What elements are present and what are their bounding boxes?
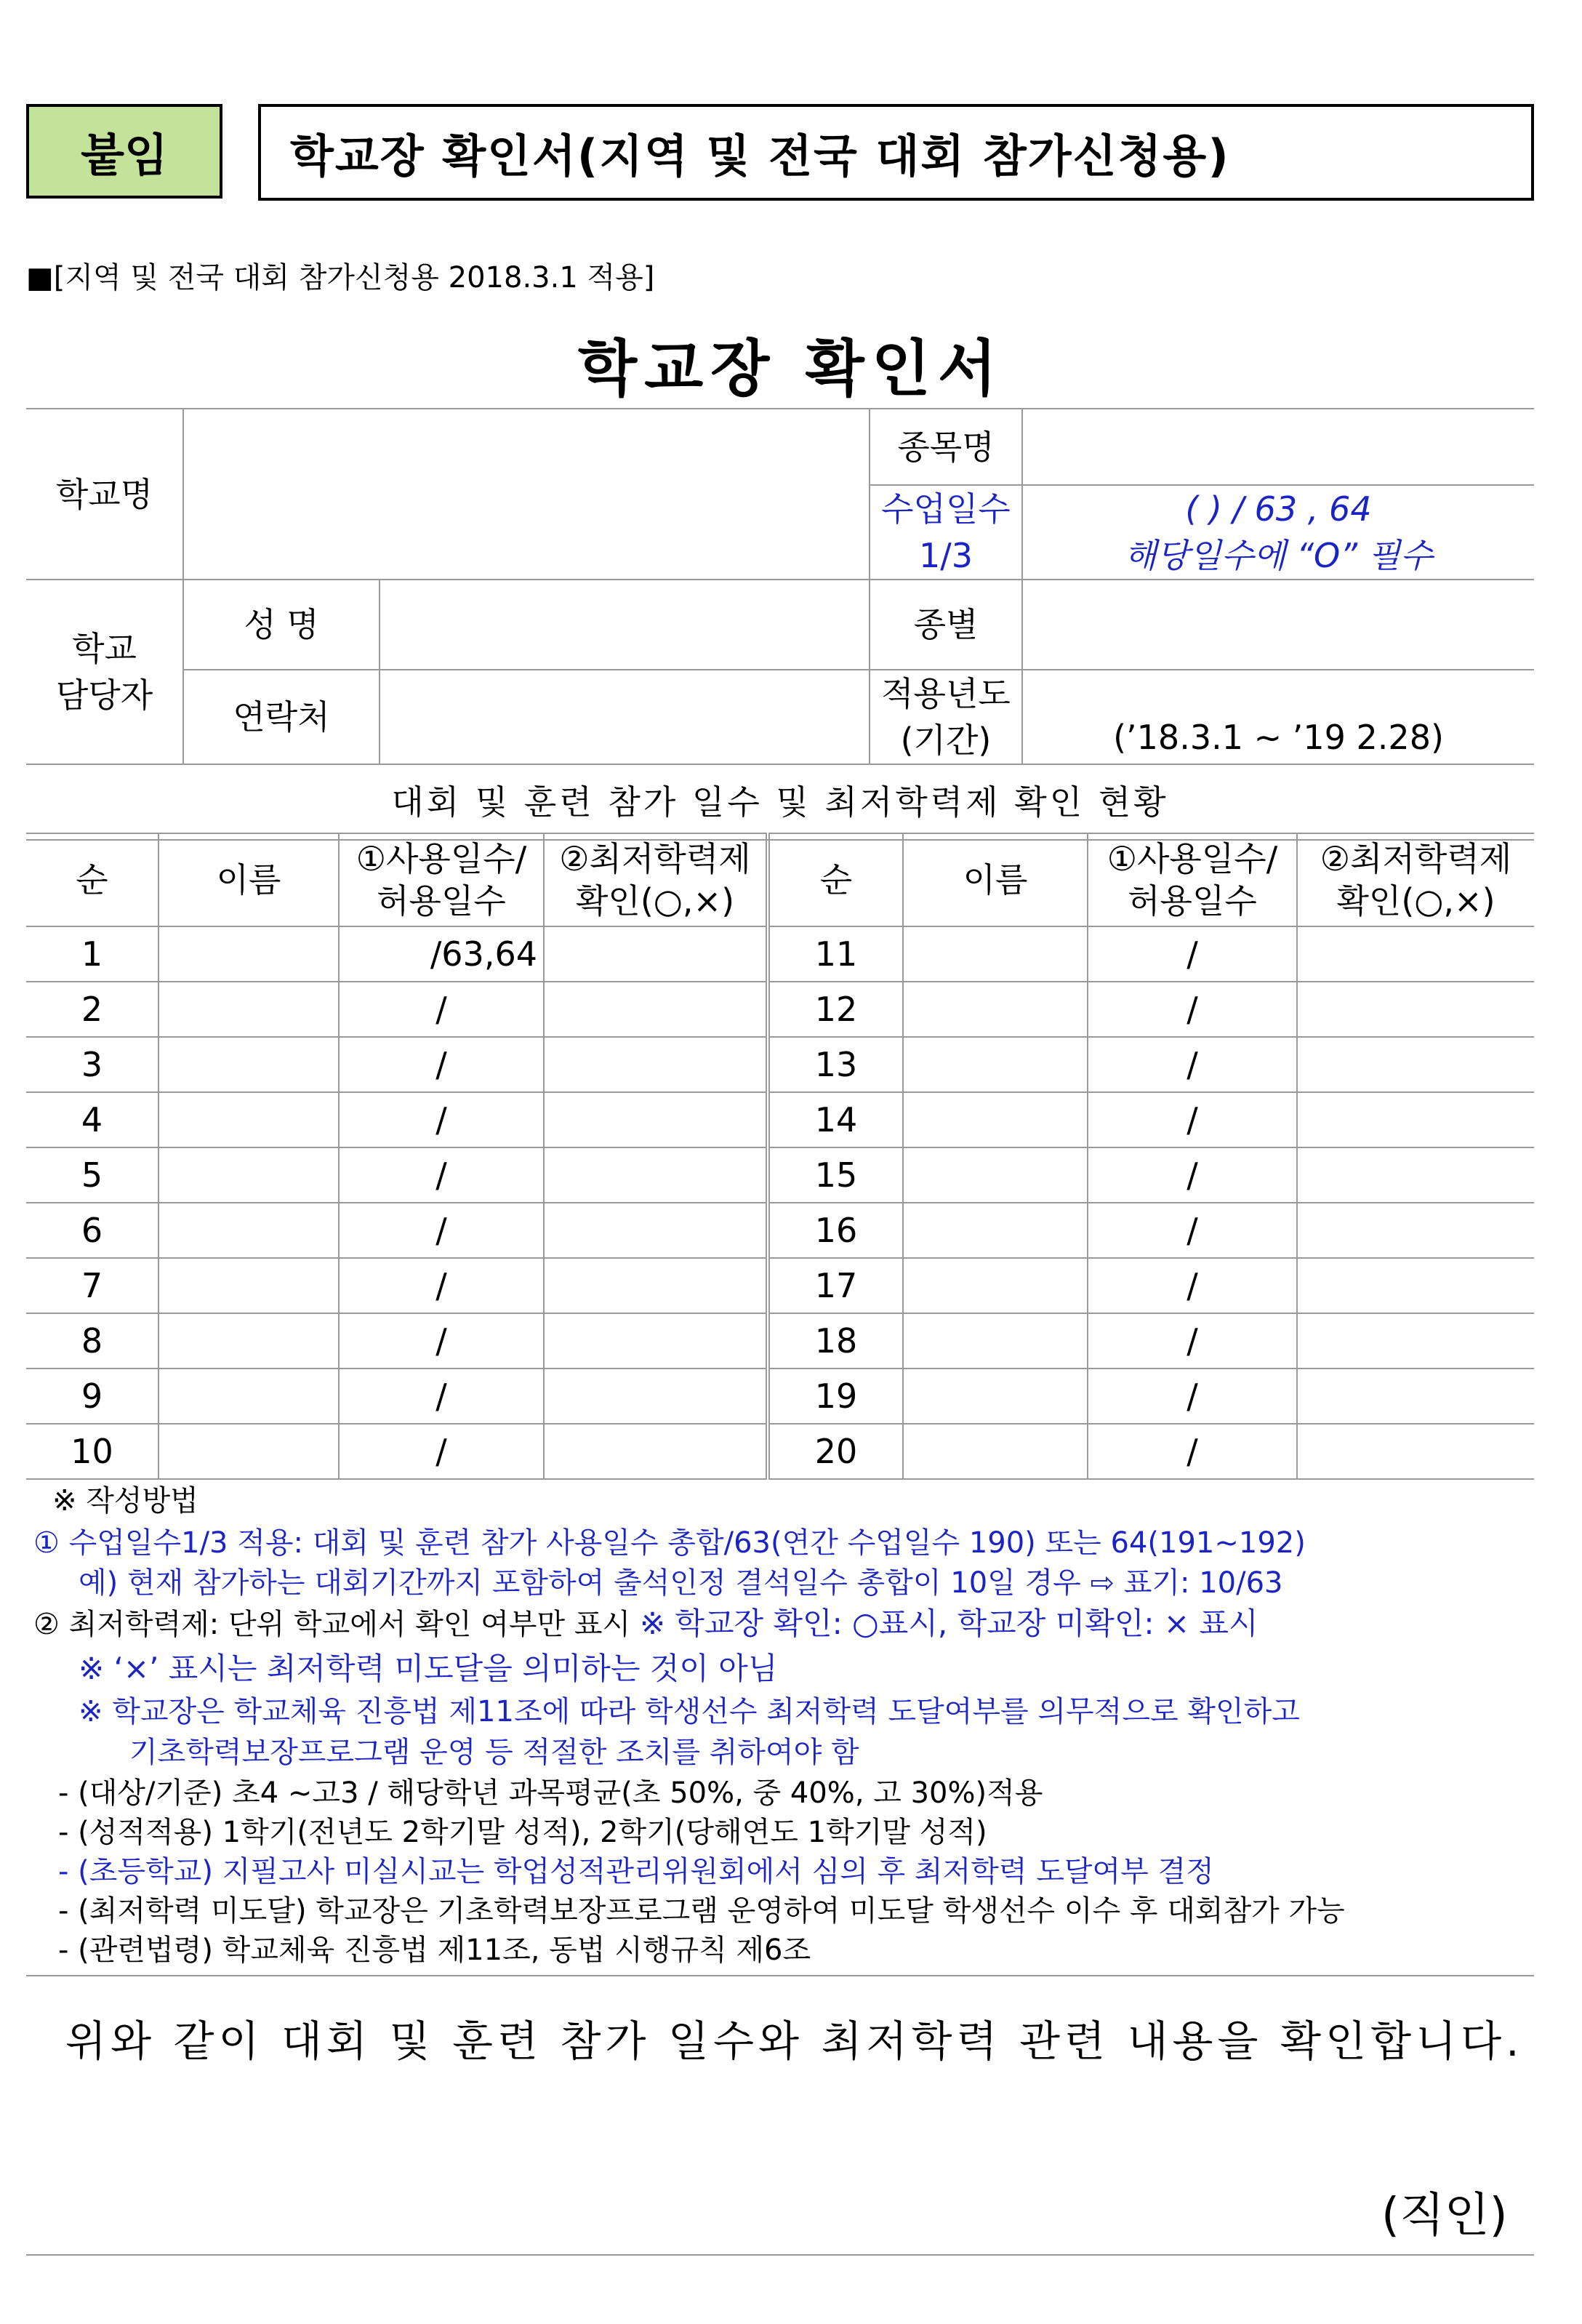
document-header-title: 학교장 확인서(지역 및 전국 대회 참가신청용)	[258, 104, 1534, 201]
row-min-level-cell[interactable]	[1297, 1424, 1534, 1479]
table-row	[26, 982, 1534, 1037]
row-use-days-cell[interactable]: /	[339, 1424, 544, 1479]
year-value: (’18.3.1 ~ ’19 2.28)	[1113, 718, 1444, 757]
row-use-days-cell[interactable]: /	[1088, 1037, 1297, 1092]
row-no-cell: 15	[768, 1147, 903, 1203]
row-no-cell: 5	[26, 1147, 158, 1203]
row-use-days-cell[interactable]: /	[339, 982, 544, 1037]
table-row	[26, 1424, 1534, 1479]
gender-field[interactable]	[1022, 580, 1534, 670]
note-2: ② 최저학력제: 단위 학교에서 확인 여부만 표시 ※ 학교장 확인: ○표시, 학교장 미확인: × 표시	[33, 1606, 1258, 1641]
event-label: 종목명	[870, 409, 1022, 485]
row-name-cell[interactable]	[903, 1313, 1088, 1369]
attachment-badge: 붙임	[26, 104, 222, 199]
row-name-cell[interactable]	[903, 1424, 1088, 1479]
row-no-cell: 2	[26, 982, 158, 1037]
note-4a: ※ 학교장은 학교체육 진흥법 제11조에 따라 학생선수 최저학력 도달여부를 의무적으로 확인하고	[79, 1695, 1300, 1728]
row-no-cell: 12	[768, 982, 903, 1037]
row-name-cell[interactable]	[158, 1147, 339, 1203]
col-min: ②최저학력제 확인(○,×)	[1297, 833, 1534, 926]
table-row	[26, 1147, 1534, 1203]
contact-label: 연락처	[183, 670, 380, 764]
row-name-cell[interactable]	[903, 1037, 1088, 1092]
event-field[interactable]	[1022, 409, 1534, 485]
divider	[26, 1975, 1534, 1976]
row-no-cell: 19	[768, 1369, 903, 1424]
col-no: 순	[768, 833, 903, 926]
year-field[interactable]	[1022, 670, 1534, 764]
row-no-cell: 13	[768, 1037, 903, 1092]
year-label: 적용년도 (기간)	[870, 670, 1022, 764]
row-no-cell: 6	[26, 1203, 158, 1258]
row-min-level-cell[interactable]	[544, 1203, 768, 1258]
row-name-cell[interactable]	[158, 1203, 339, 1258]
official-seal-label: (직인)	[1381, 2189, 1508, 2243]
row-min-level-cell[interactable]	[1297, 1369, 1534, 1424]
row-min-level-cell[interactable]	[544, 1313, 768, 1369]
school-days-label: 수업일수 1/3	[870, 485, 1022, 580]
row-use-days-cell[interactable]: /	[1088, 1258, 1297, 1313]
detail-2: - (성적적용) 1학기(전년도 2학기말 성적), 2학기(당해연도 1학기말 성적)	[58, 1816, 987, 1849]
row-min-level-cell[interactable]	[1297, 1203, 1534, 1258]
row-min-level-cell[interactable]	[544, 1092, 768, 1147]
table-row	[26, 1258, 1534, 1313]
contact-field[interactable]	[380, 670, 870, 764]
note-4b: 기초학력보장프로그램 운영 등 적절한 조치를 취하여야 함	[129, 1736, 859, 1769]
table-row	[26, 1037, 1534, 1092]
table-row	[26, 1313, 1534, 1369]
manager-label: 학교 담당자	[26, 580, 183, 764]
gender-label: 종별	[870, 580, 1022, 670]
row-use-days-cell[interactable]: /	[339, 1258, 544, 1313]
row-name-cell[interactable]	[158, 1369, 339, 1424]
participants-table	[26, 833, 1534, 1480]
row-no-cell: 9	[26, 1369, 158, 1424]
col-name: 이름	[903, 833, 1088, 926]
status-title: 대회 및 훈련 참가 일수 및 최저학력제 확인 현황	[26, 764, 1534, 840]
row-no-cell: 16	[768, 1203, 903, 1258]
row-min-level-cell[interactable]	[544, 1147, 768, 1203]
notes-heading: ※ 작성방법	[52, 1484, 198, 1518]
table-row	[26, 926, 1534, 982]
row-min-level-cell[interactable]	[544, 1369, 768, 1424]
col-name: 이름	[158, 833, 339, 926]
row-use-days-cell[interactable]: /	[339, 1369, 544, 1424]
row-name-cell[interactable]	[158, 1313, 339, 1369]
participants-body	[26, 926, 1534, 1479]
row-use-days-cell[interactable]: /63,64	[339, 926, 544, 982]
row-no-cell: 20	[768, 1424, 903, 1479]
row-use-days-cell[interactable]: /	[1088, 1092, 1297, 1147]
table-row	[26, 1092, 1534, 1147]
row-use-days-cell[interactable]: /	[339, 1313, 544, 1369]
table-row	[26, 1203, 1534, 1258]
row-name-cell[interactable]	[158, 1424, 339, 1479]
divider	[26, 2254, 1534, 2256]
row-name-cell[interactable]	[158, 1037, 339, 1092]
row-name-cell[interactable]	[903, 982, 1088, 1037]
row-use-days-cell[interactable]: /	[339, 1147, 544, 1203]
row-name-cell[interactable]	[158, 926, 339, 982]
confirm-statement: 위와 같이 대회 및 훈련 참가 일수와 최저학력 관련 내용을 확인합니다.	[65, 2016, 1524, 2066]
row-name-cell[interactable]	[903, 1203, 1088, 1258]
note-1b: 예) 현재 참가하는 대회기간까지 포함하여 출석인정 결석일수 총합이 10일 경우 ⇨ 표기: 10/63	[79, 1566, 1283, 1600]
name-label: 성 명	[183, 580, 380, 670]
detail-3: - (초등학교) 지필고사 미실시교는 학업성적관리위원회에서 심의 후 최저학력 도달여부 결정	[58, 1855, 1214, 1888]
row-min-level-cell[interactable]	[1297, 982, 1534, 1037]
row-name-cell[interactable]	[903, 1092, 1088, 1147]
col-use: ①사용일수/ 허용일수	[339, 833, 544, 926]
row-no-cell: 17	[768, 1258, 903, 1313]
row-name-cell[interactable]	[158, 982, 339, 1037]
page-title: 학교장 확인서	[577, 333, 1005, 404]
col-no: 순	[26, 833, 158, 926]
row-use-days-cell[interactable]: /	[1088, 982, 1297, 1037]
row-min-level-cell[interactable]	[1297, 1037, 1534, 1092]
row-no-cell: 1	[26, 926, 158, 982]
col-use: ①사용일수/ 허용일수	[1088, 833, 1297, 926]
apply-line: ■[지역 및 전국 대회 참가신청용 2018.3.1 적용]	[26, 261, 655, 294]
row-use-days-cell[interactable]: /	[1088, 1424, 1297, 1479]
row-min-level-cell[interactable]	[1297, 1147, 1534, 1203]
row-no-cell: 3	[26, 1037, 158, 1092]
detail-4: - (최저학력 미도달) 학교장은 기초학력보장프로그램 운영하여 미도달 학생선수 이수 후 대회참가 가능	[58, 1894, 1345, 1928]
row-min-level-cell[interactable]	[544, 1258, 768, 1313]
row-use-days-cell[interactable]: /	[1088, 1203, 1297, 1258]
row-no-cell: 8	[26, 1313, 158, 1369]
table-row	[26, 1369, 1534, 1424]
row-min-level-cell[interactable]	[544, 1424, 768, 1479]
row-name-cell[interactable]	[903, 1147, 1088, 1203]
row-min-level-cell[interactable]	[544, 926, 768, 982]
row-no-cell: 14	[768, 1092, 903, 1147]
row-use-days-cell[interactable]: /	[1088, 1313, 1297, 1369]
detail-5: - (관련법령) 학교체육 진흥법 제11조, 동법 시행규칙 제6조	[58, 1934, 811, 1967]
school-name-field[interactable]	[183, 409, 870, 580]
row-use-days-cell[interactable]: /	[1088, 926, 1297, 982]
row-name-cell[interactable]	[903, 1258, 1088, 1313]
row-use-days-cell[interactable]: /	[339, 1037, 544, 1092]
row-min-level-cell[interactable]	[1297, 926, 1534, 982]
row-name-cell[interactable]	[158, 1258, 339, 1313]
note-3: ※ ‘×’ 표시는 최저학력 미도달을 의미하는 것이 아님	[79, 1651, 778, 1686]
row-no-cell: 18	[768, 1313, 903, 1369]
row-name-cell[interactable]	[158, 1092, 339, 1147]
row-use-days-cell[interactable]: /	[339, 1203, 544, 1258]
school-name-label: 학교명	[26, 409, 183, 580]
row-min-level-cell[interactable]	[544, 1037, 768, 1092]
row-name-cell[interactable]	[903, 1369, 1088, 1424]
row-min-level-cell[interactable]	[544, 982, 768, 1037]
col-min: ②최저학력제 확인(○,×)	[544, 833, 768, 926]
detail-1: - (대상/기준) 초4 ~고3 / 해당학년 과목평균(초 50%, 중 40%, 고 30%)적용	[58, 1776, 1043, 1810]
row-no-cell: 7	[26, 1258, 158, 1313]
row-min-level-cell[interactable]	[1297, 1092, 1534, 1147]
info-table	[26, 409, 1534, 841]
row-use-days-cell[interactable]: /	[1088, 1369, 1297, 1424]
note-1a: ① 수업일수1/3 적용: 대회 및 훈련 참가 사용일수 총합/63(연간 수업일수 190) 또는 64(191~192)	[33, 1526, 1306, 1560]
row-no-cell: 4	[26, 1092, 158, 1147]
name-field[interactable]	[380, 580, 870, 670]
school-days-field[interactable]: ( ) / 63 , 64 해당일수에 “O” 필수	[1022, 485, 1534, 580]
row-no-cell: 11	[768, 926, 903, 982]
row-use-days-cell[interactable]: /	[339, 1092, 544, 1147]
row-name-cell[interactable]	[903, 926, 1088, 982]
row-min-level-cell[interactable]	[1297, 1313, 1534, 1369]
row-min-level-cell[interactable]	[1297, 1258, 1534, 1313]
row-use-days-cell[interactable]: /	[1088, 1147, 1297, 1203]
row-no-cell: 10	[26, 1424, 158, 1479]
